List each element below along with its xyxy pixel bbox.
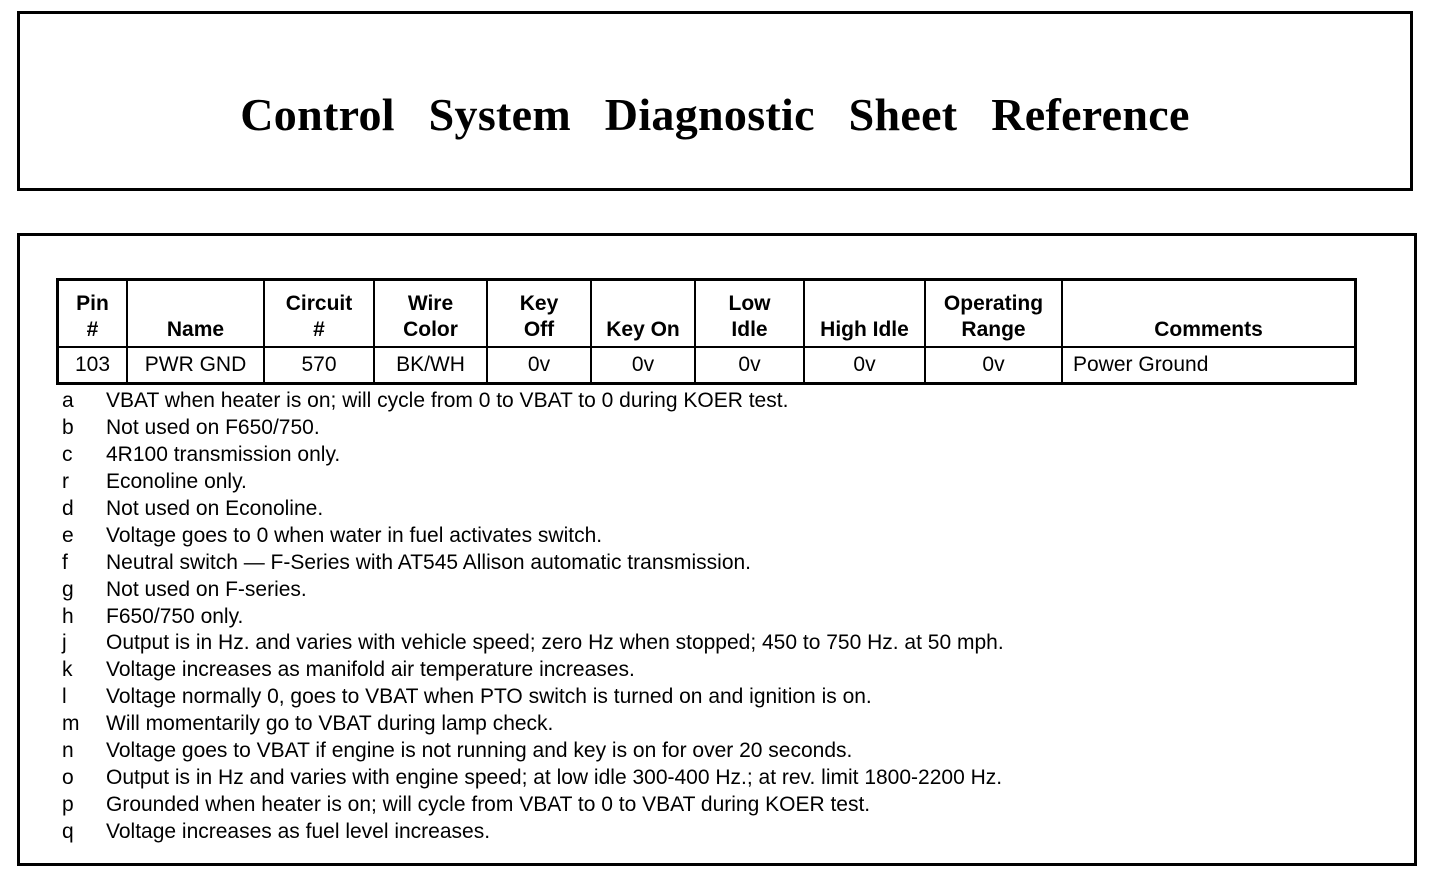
- footnote-text: Output is in Hz and varies with engine speed; at low idle 300-400 Hz.; at rev. limit 1800-2200 Hz.: [106, 765, 1003, 789]
- footnote-text: F650/750 only.: [106, 604, 244, 628]
- table-row: [58, 347, 1356, 384]
- footnote: [62, 684, 1004, 711]
- footnote-text: Voltage increases as fuel level increases.: [106, 819, 491, 843]
- page-title: Control System Diagnostic Sheet Reference: [240, 89, 1190, 140]
- col-header-key-on: Key On: [591, 280, 695, 348]
- footnotes-list: [62, 388, 1004, 845]
- footnote: [62, 818, 1004, 845]
- reference-panel: [17, 233, 1417, 866]
- footnote: [62, 630, 1004, 657]
- cell-key-on: 0v: [591, 347, 695, 384]
- footnote-letter: d: [62, 497, 74, 520]
- cell-low-idle: 0v: [695, 347, 804, 384]
- col-header-high-idle: High Idle: [804, 280, 925, 348]
- footnote-letter: a: [62, 389, 74, 413]
- col-header-circuit: Circuit #: [264, 280, 374, 348]
- footnote-text: Neutral switch — F-Series with AT545 Allison automatic transmission.: [106, 550, 752, 574]
- footnote: [62, 442, 1004, 469]
- footnote: [62, 711, 1004, 738]
- col-header-pin: Pin #: [58, 280, 128, 348]
- footnote-text: Output is in Hz. and varies with vehicle speed; zero Hz when stopped; 450 to 750 Hz. at 50 mph.: [106, 631, 1004, 655]
- footnote-text: Voltage normally 0, goes to VBAT when PTO switch is turned on and ignition is on.: [106, 685, 872, 709]
- footnote-letter: q: [62, 819, 74, 843]
- cell-operating-range: 0v: [925, 347, 1062, 384]
- col-header-wire-color: Wire Color: [374, 280, 487, 348]
- cell-pin: 103: [58, 347, 128, 384]
- footnote-text: Not used on F-series.: [106, 577, 307, 601]
- cell-comments: Power Ground: [1062, 347, 1356, 384]
- footnote-letter: r: [62, 470, 69, 494]
- col-header-low-idle: Low Idle: [695, 280, 804, 348]
- footnote: [62, 764, 1004, 791]
- footnote-text: VBAT when heater is on; will cycle from 0 to VBAT to 0 during KOER test.: [106, 389, 789, 413]
- title-box: [17, 11, 1413, 191]
- footnote: [62, 388, 1004, 415]
- footnote-text: Will momentarily go to VBAT during lamp check.: [106, 712, 554, 736]
- col-header-key-off: Key Off: [487, 280, 591, 348]
- col-header-comments: Comments: [1062, 280, 1356, 348]
- footnote-text: Not used on F650/750.: [106, 416, 320, 440]
- cell-key-off: 0v: [487, 347, 591, 384]
- footnote: [62, 791, 1004, 818]
- footnote-letter: b: [62, 416, 74, 440]
- footnote: [62, 549, 1004, 576]
- footnote: [62, 415, 1004, 442]
- table-header-row: [58, 280, 1356, 348]
- pin-table: [56, 278, 1357, 385]
- footnote-letter: p: [62, 792, 74, 816]
- footnote-text: 4R100 transmission only.: [106, 443, 341, 467]
- footnote-letter: g: [62, 577, 74, 601]
- footnote-letter: e: [62, 523, 74, 547]
- footnote-letter: m: [62, 712, 80, 736]
- cell-high-idle: 0v: [804, 347, 925, 384]
- footnote-letter: o: [62, 765, 74, 789]
- footnote-letter: c: [62, 443, 73, 467]
- footnote-letter: k: [62, 658, 73, 682]
- footnote-text: Econoline only.: [106, 470, 247, 494]
- footnote-letter: f: [62, 550, 68, 574]
- footnote: [62, 469, 1004, 496]
- footnote-text: Voltage increases as manifold air temperature increases.: [106, 658, 635, 682]
- cell-wire-color: BK/WH: [374, 347, 487, 384]
- col-header-operating-range: Operating Range: [925, 280, 1062, 348]
- footnote: [62, 657, 1004, 684]
- footnote-text: Not used on Econoline.: [106, 497, 324, 520]
- footnote-text: Grounded when heater is on; will cycle from VBAT to 0 to VBAT during KOER test.: [106, 792, 871, 816]
- footnote-letter: j: [62, 631, 67, 655]
- footnote-letter: l: [62, 685, 67, 709]
- footnote-letter: n: [62, 739, 74, 763]
- footnote: [62, 738, 1004, 765]
- footnote-text: Voltage goes to 0 when water in fuel activates switch.: [106, 523, 603, 547]
- cell-name: PWR GND: [127, 347, 264, 384]
- footnote: [62, 576, 1004, 603]
- cell-circuit: 570: [264, 347, 374, 384]
- footnote: [62, 603, 1004, 630]
- footnote-text: Voltage goes to VBAT if engine is not running and key is on for over 20 seconds.: [106, 739, 853, 763]
- footnote: [62, 496, 1004, 523]
- col-header-name: Name: [127, 280, 264, 348]
- footnote-letter: h: [62, 604, 74, 628]
- footnote: [62, 522, 1004, 549]
